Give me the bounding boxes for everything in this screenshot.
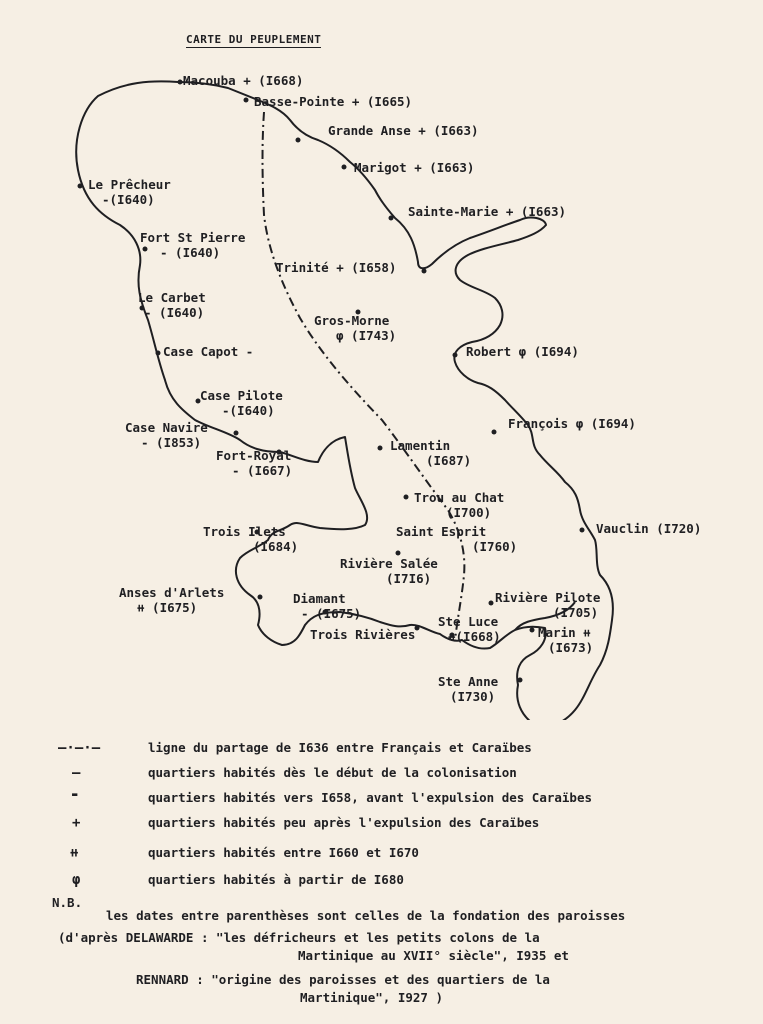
label-basse-pointe: Basse-Pointe + (I665): [254, 94, 413, 109]
label-anses-darlets: Anses d'Arlets ⧺ (I675): [119, 585, 225, 615]
label-ste-anne: Ste Anne (I730): [438, 674, 499, 704]
label-trois-rivieres: Trois Rivières: [310, 627, 416, 642]
legend-symbol-phi: φ: [72, 872, 81, 888]
legend-text: quartiers habités entre I660 et I670: [148, 845, 419, 860]
label-trou-au-chat: Trou au Chat (I700): [414, 490, 505, 520]
label-marigot: Marigot + (I663): [354, 160, 475, 175]
label-lamentin: Lamentin (I687): [390, 438, 472, 468]
legend-text: quartiers habités peu après l'expulsion des Caraïbes: [148, 815, 540, 830]
source-delawarde-2: Martinique au XVII° siècle", I935 et: [298, 948, 569, 963]
legend-symbol-dash: –: [72, 765, 81, 781]
label-diamant: Diamant - (I675): [293, 591, 362, 621]
label-robert: Robert φ (I694): [466, 344, 579, 359]
label-case-navire: Case Navire - (I853): [125, 420, 208, 450]
nb-text: les dates entre parenthèses sont celles de la fondation des paroisses: [106, 908, 626, 923]
map-title: CARTE DU PEUPLEMENT: [186, 33, 322, 46]
label-le-carbet: Le Carbet - (I640): [138, 290, 206, 320]
label-case-pilote: Case Pilote -(I640): [200, 388, 283, 418]
label-vauclin: Vauclin (I720): [596, 521, 702, 536]
legend-symbol-double-cross: ⧺: [70, 845, 79, 861]
legend-text: ligne du partage de I636 entre Français et Caraïbes: [148, 740, 532, 755]
legend-symbol-dashdot: —·—·—: [58, 740, 101, 756]
label-trinite: Trinité + (I658): [276, 260, 397, 275]
label-saint-esprit: Saint Esprit (I760): [396, 524, 518, 554]
label-grande-anse: Grande Anse + (I663): [328, 123, 479, 138]
label-riviere-pilote: Rivière Pilote (I705): [495, 590, 601, 620]
label-ste-luce: Ste Luce ⧺(I668): [438, 614, 501, 644]
source-rennard-1: RENNARD : "origine des paroisses et des quartiers de la: [136, 972, 550, 987]
source-rennard-2: Martinique", I927 ): [300, 990, 443, 1005]
legend-text: quartiers habités dès le début de la colonisation: [148, 765, 517, 780]
label-sainte-marie: Sainte-Marie + (I663): [408, 204, 567, 219]
label-riviere-salee: Rivière Salée (I7I6): [340, 556, 438, 586]
nb-label: N.B.: [52, 895, 83, 910]
source-delawarde-1: (d'après DELAWARDE : "les défricheurs et les petits colons de la: [58, 930, 540, 945]
label-case-capot: Case Capot -: [163, 344, 254, 359]
label-macouba: Macouba + (I668): [183, 73, 304, 88]
label-gros-morne: Gros-Morne φ (I743): [314, 313, 397, 343]
label-le-precheur: Le Prêcheur -(I640): [88, 177, 171, 207]
legend-symbol-bar: ▬: [72, 790, 78, 800]
label-fort-st-pierre: Fort St Pierre - (I640): [140, 230, 246, 260]
legend-text: quartiers habités vers I658, avant l'expulsion des Caraïbes: [148, 790, 593, 805]
legend-text: quartiers habités à partir de I680: [148, 872, 404, 887]
label-marin: Marin ⧺ (I673): [538, 625, 594, 655]
label-fort-royal: Fort-Royal - (I667): [216, 448, 293, 478]
legend-symbol-plus: +: [72, 815, 81, 831]
label-francois: François φ (I694): [508, 416, 636, 431]
label-trois-ilets: Trois Ilets (I684): [203, 524, 299, 554]
